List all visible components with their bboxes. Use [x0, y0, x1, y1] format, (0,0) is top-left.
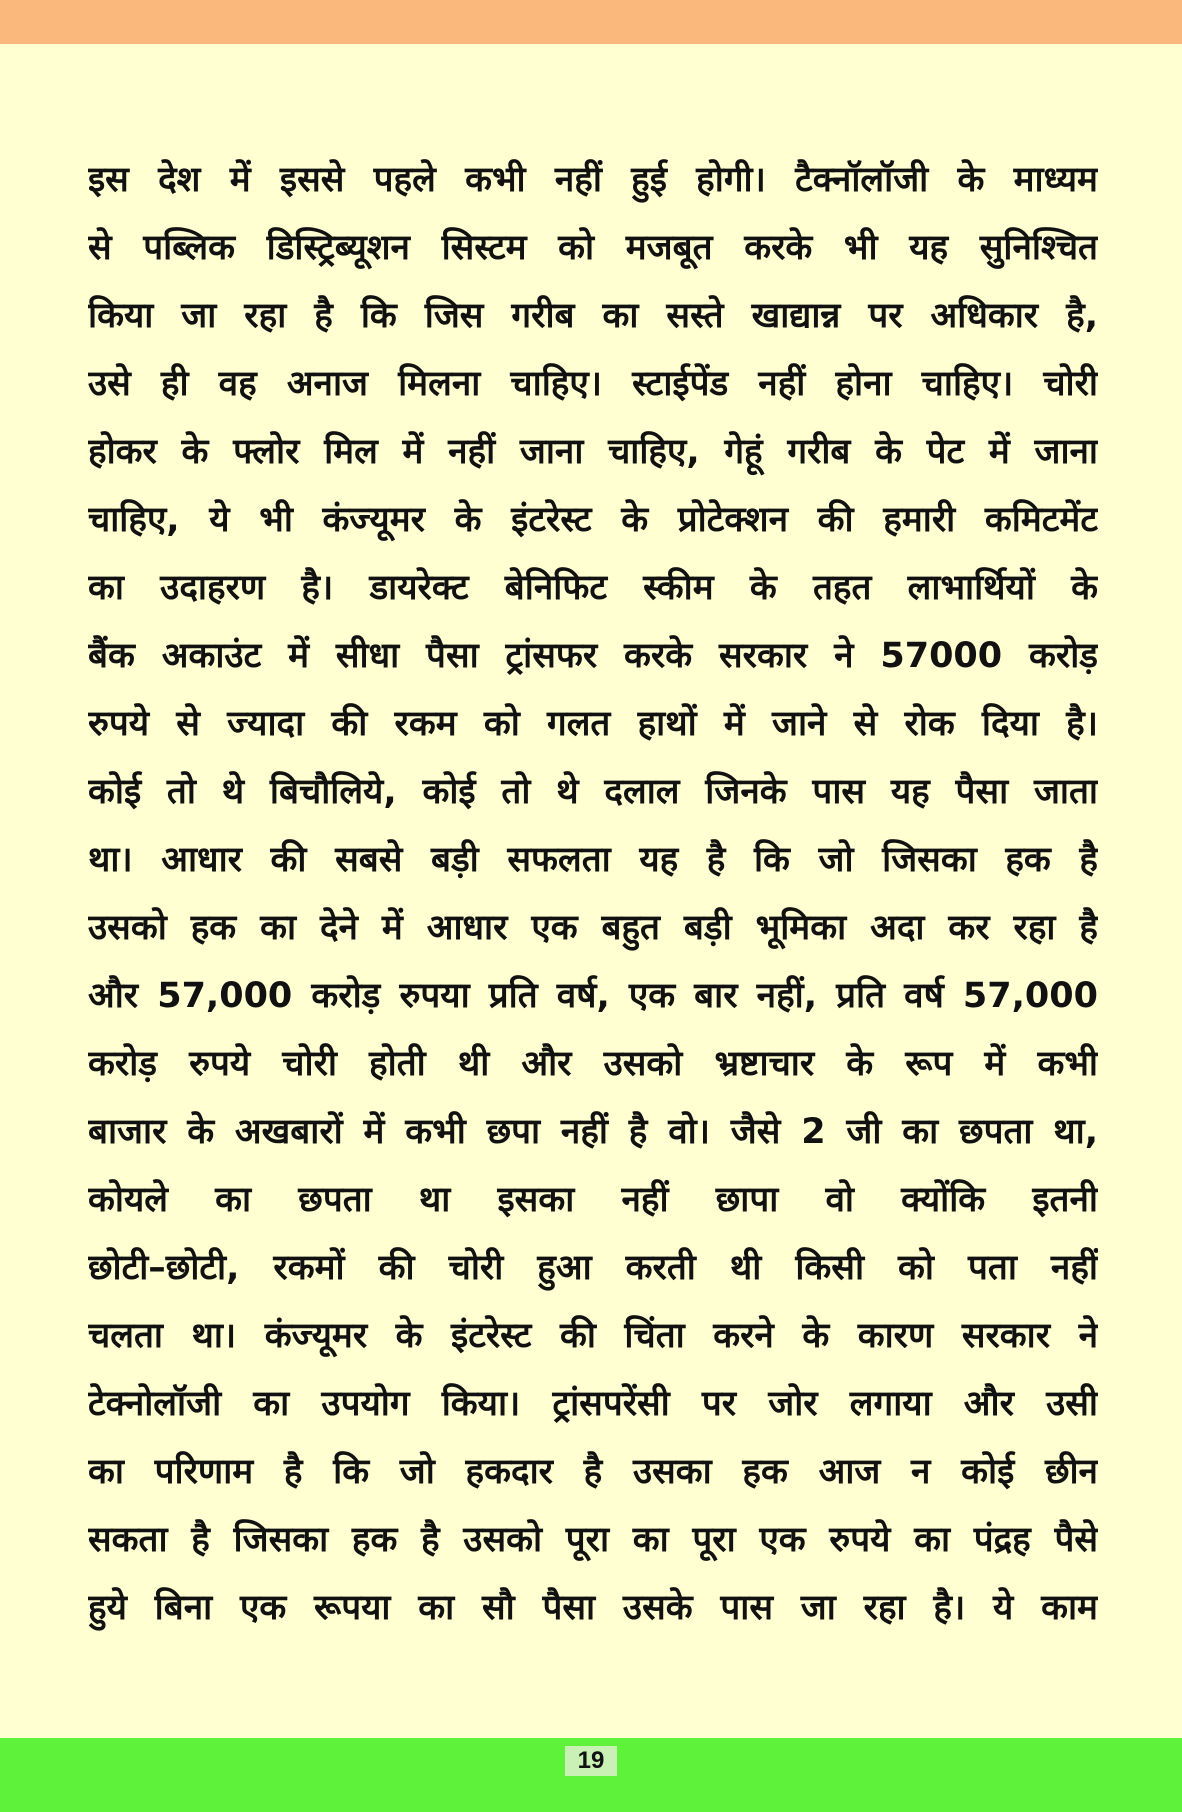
text-line: से पब्लिक डिस्ट्रिब्यूशन सिस्टम को मजबूत करके भी यह सुनिश्चित [88, 228, 1098, 268]
text-line: किया जा रहा है कि जिस गरीब का सस्ते खाद्यान्न पर अधिकार है, [88, 296, 1098, 336]
text-line: हुये बिना एक रूपया का सौ पैसा उसके पास जा रहा है। ये काम [88, 1588, 1098, 1628]
text-line: का उदाहरण है। डायरेक्ट बेनिफिट स्कीम के तहत लाभार्थियों के [88, 568, 1098, 608]
text-line: उसको हक का देने में आधार एक बहुत बड़ी भूमिका अदा कर रहा है [88, 908, 1098, 948]
text-line: और 57,000 करोड़ रुपया प्रति वर्ष, एक बार नहीं, प्रति वर्ष 57,000 [88, 976, 1098, 1016]
text-line: कोयले का छपता था इसका नहीं छापा वो क्योंकि इतनी [88, 1180, 1098, 1220]
text-line: कोई तो थे बिचौलिये, कोई तो थे दलाल जिनके पास यह पैसा जाता [88, 772, 1098, 812]
text-line: बाजार के अखबारों में कभी छपा नहीं है वो। जैसे 2 जी का छपता था, [88, 1112, 1098, 1152]
page-number: 19 [565, 1746, 617, 1776]
top-color-band [0, 0, 1182, 44]
text-line: सकता है जिसका हक है उसको पूरा का पूरा एक रुपये का पंद्रह पैसे [88, 1520, 1098, 1560]
text-line: करोड़ रुपये चोरी होती थी और उसको भ्रष्टाचार के रूप में कभी [88, 1044, 1098, 1084]
text-line: था। आधार की सबसे बड़ी सफलता यह है कि जो जिसका हक है [88, 840, 1098, 880]
text-line: चाहिए, ये भी कंज्यूमर के इंटरेस्ट के प्रोटेक्शन की हमारी कमिटमेंट [88, 500, 1098, 540]
text-line: उसे ही वह अनाज मिलना चाहिए। स्टाईपेंड नहीं होना चाहिए। चोरी [88, 364, 1098, 404]
text-line: टेक्नोलॉजी का उपयोग किया। ट्रांसपरेंसी पर जोर लगाया और उसी [88, 1384, 1098, 1424]
text-line: का परिणाम है कि जो हकदार है उसका हक आज न कोई छीन [88, 1452, 1098, 1492]
text-line: चलता था। कंज्यूमर के इंटरेस्ट की चिंता करने के कारण सरकार ने [88, 1316, 1098, 1356]
text-line: रुपये से ज्यादा की रकम को गलत हाथों में जाने से रोक दिया है। [88, 704, 1098, 744]
text-line: छोटी–छोटी, रकमों की चोरी हुआ करती थी किसी को पता नहीं [88, 1248, 1098, 1288]
text-line: होकर के फ्लोर मिल में नहीं जाना चाहिए, गेहूं गरीब के पेट में जाना [88, 432, 1098, 472]
body-text [88, 146, 1098, 1642]
text-line: इस देश में इससे पहले कभी नहीं हुई होगी। टैक्नॉलॉजी के माध्यम [88, 160, 1098, 200]
text-line: बैंक अकाउंट में सीधा पैसा ट्रांसफर करके सरकार ने 57000 करोड़ [88, 636, 1098, 676]
